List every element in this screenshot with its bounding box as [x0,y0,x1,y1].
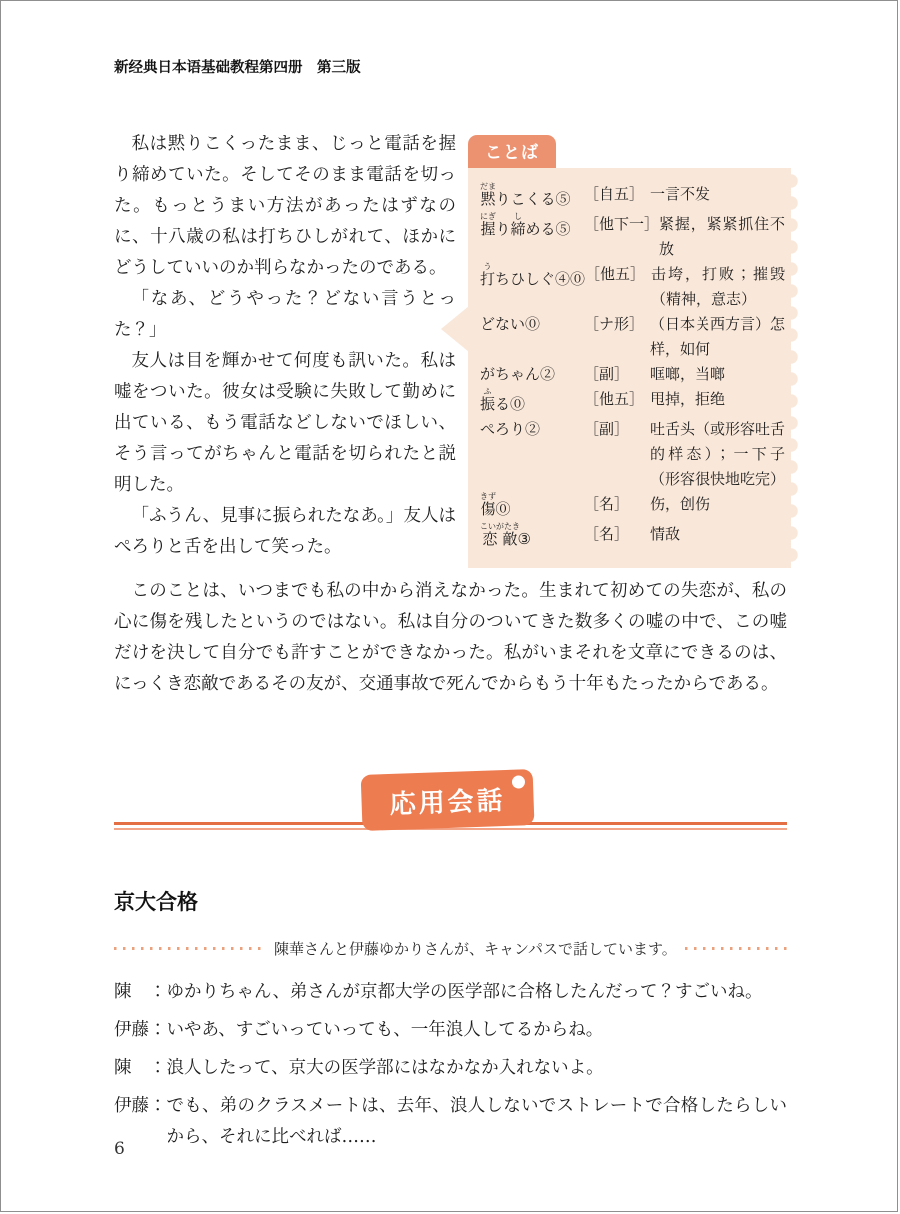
scene-description-line [114,938,787,959]
vocab-meaning: 情敌 [650,525,681,543]
vocab-part-of-speech: ［副］ [584,420,630,438]
vocab-box [468,168,791,568]
section-banner [114,772,787,834]
reading-and-vocab-row [114,129,787,568]
vocab-part-of-speech: ［他五］ [585,265,646,283]
vocab-entry [480,312,785,362]
speech-bubble-tail [441,306,469,352]
dialogue-speaker: 陳 ： [114,982,167,1002]
vocab-meaning: 紧握，紧紧抓住不放 [659,215,785,258]
vocab-term: 傷きず⓪ [480,492,511,518]
vocab-meaning: 击垮，打败；摧毁（精神，意志） [651,265,785,308]
vocab-term: 打うちひしぐ④⓪ [480,262,586,288]
vocab-entry [480,262,785,312]
section-badge-label: 応用会話 [388,784,506,819]
vocab-term: どない⓪ [480,315,541,333]
vocab-term: 握にぎり締しめる⑤ [480,212,571,238]
dialogue-line [114,977,787,1008]
badge-dot-decoration [511,775,524,788]
vocab-part-of-speech: ［副］ [584,365,630,383]
section-badge [360,769,534,831]
vocab-part-of-speech: ［自五］ [584,185,645,203]
vocab-part-of-speech: ［名］ [584,495,630,513]
vocab-column [468,135,791,568]
dialogue-text: 浪人したって、京大の医学部にはなかなか入れないよ。 [166,1058,604,1078]
reading-paragraph: 私は黙りこくったまま、じっと電話を握り締めていた。そしてそのまま電話を切った。もっとうまい方法があったはずなのに、十八歳の私は打ちひしがれて、ほかにどうしていいのか判らなかったのである。 [114,134,456,278]
dialogue-line [114,1053,787,1084]
vocab-term: ぺろり② [480,420,541,438]
vocab-meaning: 伤，创伤 [650,495,711,513]
dotted-rule-left [114,947,266,950]
dialogue-speaker: 伊藤： [114,1096,167,1116]
dialogue-line [114,1091,787,1153]
vocab-term: 振ふる⓪ [480,387,526,413]
vocab-entry [480,387,785,417]
vocab-box-title-tab: ことば [468,135,556,168]
dotted-rule-right [685,947,787,950]
subsection-title: 京大合格 [114,891,198,914]
dialogue-speaker: 陳 ： [114,1058,167,1078]
vocab-entry [480,417,785,492]
vocab-meaning: 一言不发 [650,185,711,203]
vocab-part-of-speech: ［他下一］ [584,215,660,233]
book-title-header: 新经典日本语基础教程第四册 第三版 [114,60,361,76]
dialogue-speaker: 伊藤： [114,1020,167,1040]
reading-paragraph: 友人は目を輝かせて何度も訊いた。私は嘘をついた。彼女は受験に失敗して勤めに出ている、もう電話などしないでほしい、そう言ってがちゃんと電話を切られたと説明した。 [114,351,456,495]
vocab-meaning: 甩掉，拒绝 [650,390,726,408]
dialogue-section [114,977,787,1153]
vocab-meaning: 吐舌头（或形容吐舌的样态）；一下子（形容很快地吃完） [650,420,786,488]
reading-paragraphs [114,129,456,563]
vocab-term: 黙だまりこくる⑤ [480,182,571,208]
dialogue-text: でも、弟のクラスメートは、去年、浪人しないでストレートで合格したらしいから、それに比べれば…… [166,1096,787,1147]
vocab-term: 恋敵こいがたき③ [480,522,531,548]
banner-rule-bottom [114,828,787,830]
reading-paragraph: 「ふうん、見事に振られたなあ。」友人はぺろりと舌を出して笑った。 [114,506,456,557]
page-content [114,129,787,1153]
vocab-entry [480,522,785,552]
scene-description: 陳華さんと伊藤ゆかりさんが、キャンパスで話しています。 [274,940,677,958]
vocab-entry [480,212,785,262]
vocab-entry [480,492,785,522]
dialogue-text: ゆかりちゃん、弟さんが京都大学の医学部に合格したんだって？すごいね。 [166,982,763,1002]
reading-paragraph: 「なあ、どうやった？どない言うとった？」 [114,289,456,340]
vocab-part-of-speech: ［ナ形］ [584,315,645,333]
vocab-entry [480,362,785,387]
vocab-part-of-speech: ［名］ [584,525,630,543]
vocab-part-of-speech: ［他五］ [584,390,645,408]
vocab-meaning: 哐啷，当啷 [650,365,726,383]
vocab-term: がちゃん② [480,365,556,383]
vocab-meaning: （日本关西方言）怎样，如何 [650,315,786,358]
dialogue-line [114,1015,787,1046]
vocab-entries [480,182,785,552]
vocab-entry [480,182,785,212]
scalloped-edge [791,170,802,566]
reading-final-paragraph: このことは、いつまでも私の中から消えなかった。生まれて初めての失恋が、私の心に傷を残したというのではない。私は自分のついてきた数多くの嘘の中で、この嘘だけを決して自分でも許すことができなかった。私がいまそれを文章にできるのは、にっくき恋敵であるその友が、交通事故で死んでからもう十年もたったからである。 [114,581,787,694]
page-number: 6 [114,1139,125,1159]
dialogue-text: いやあ、すごいっていっても、一年浪人してるからね。 [166,1020,604,1040]
